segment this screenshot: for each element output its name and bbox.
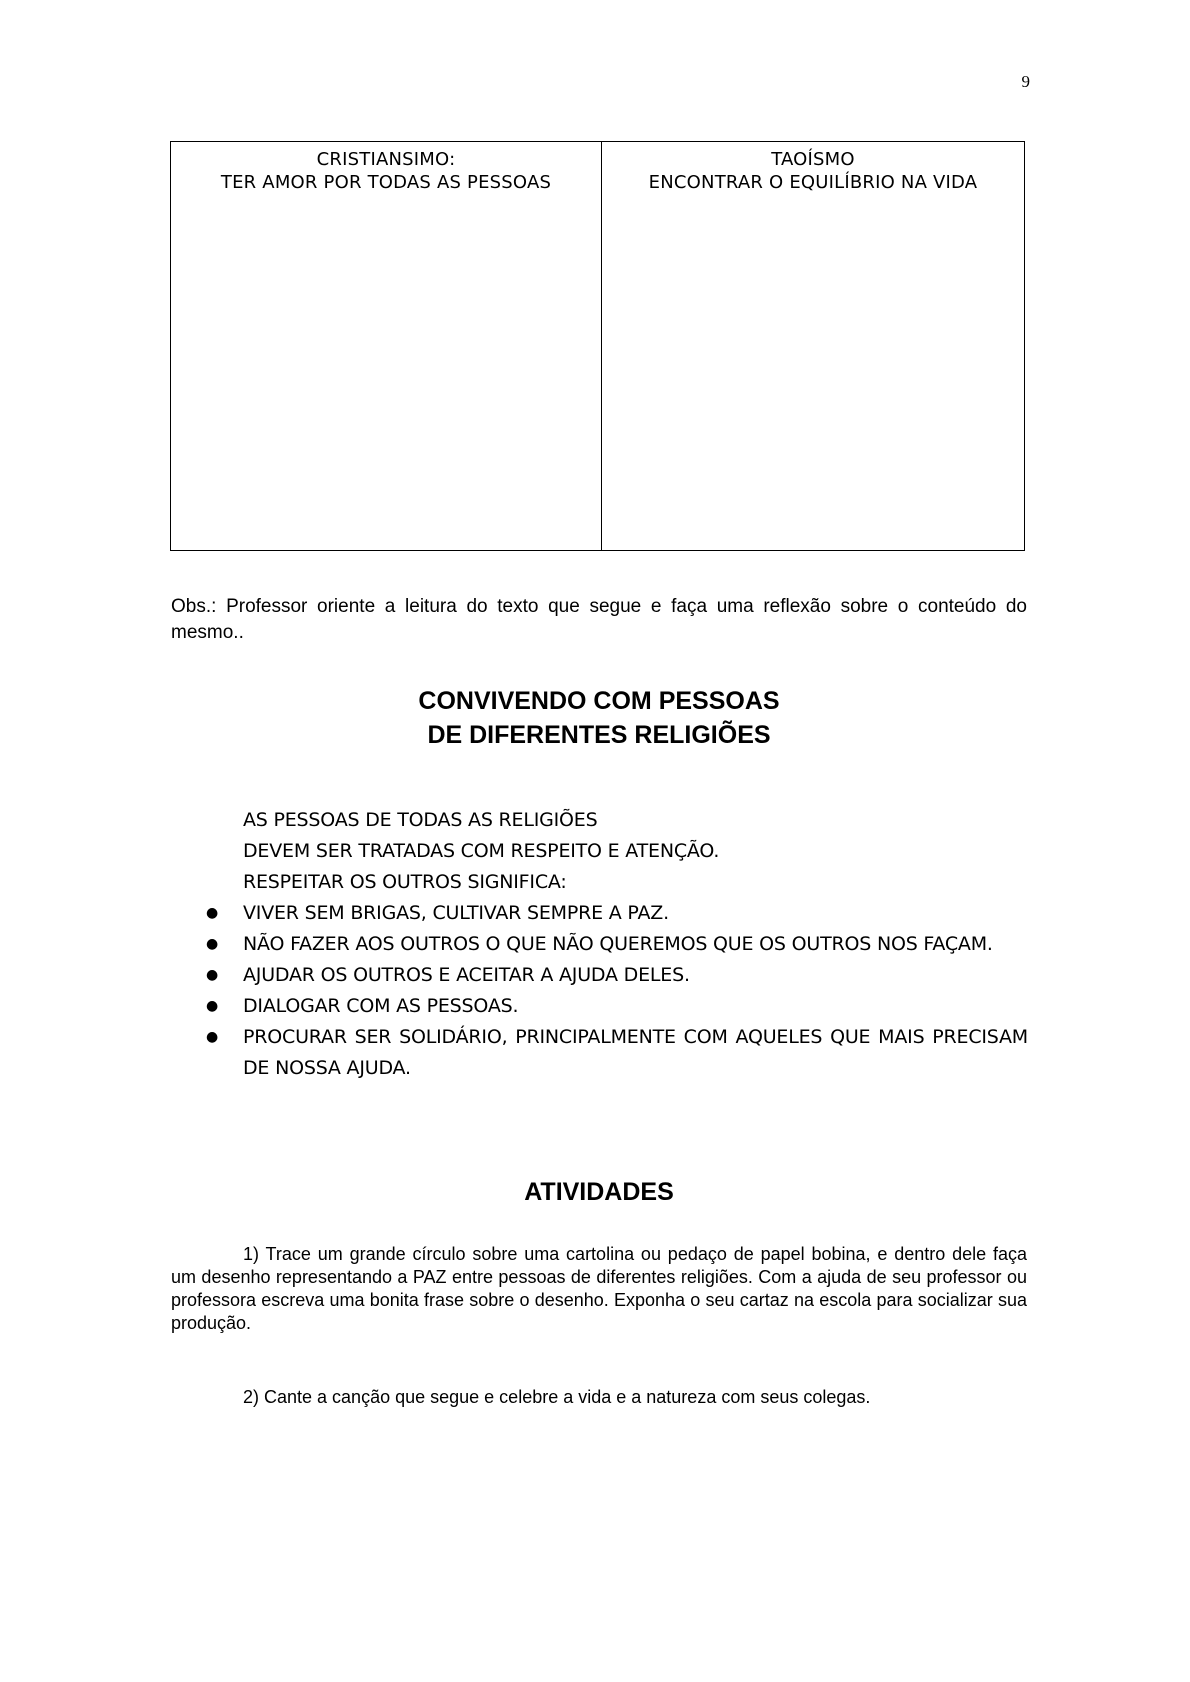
- list-item: ● AJUDAR OS OUTROS E ACEITAR A AJUDA DELES.: [243, 960, 1028, 991]
- list-item: ● VIVER SEM BRIGAS, CULTIVAR SEMPRE A PAZ.: [243, 898, 1028, 929]
- bullet-icon: ●: [206, 936, 219, 952]
- table-cell-christianity: [171, 142, 602, 550]
- cell-title: TAOÍSMO: [771, 149, 855, 170]
- main-title-line-1: CONVIVENDO COM PESSOAS: [418, 687, 780, 715]
- poem-line: DEVEM SER TRATADAS COM RESPEITO E ATENÇÃO.: [243, 840, 720, 862]
- poem-line: RESPEITAR OS OUTROS SIGNIFICA:: [243, 871, 567, 893]
- main-title: [170, 684, 1028, 752]
- list-item: ● NÃO FAZER AOS OUTROS O QUE NÃO QUEREMOS QUE OS OUTROS NOS FAÇAM.: [243, 929, 1028, 960]
- activities-title: ATIVIDADES: [524, 1178, 674, 1206]
- cell-subtitle: ENCONTRAR O EQUILÍBRIO NA VIDA: [648, 172, 978, 193]
- teacher-note: Obs.: Professor oriente a leitura do texto que segue e faça uma reflexão sobre o conteúdo do mesmo..: [171, 596, 1027, 643]
- activity-item-1: 1) Trace um grande círculo sobre uma cartolina ou pedaço de papel bobina, e dentro dele faça um desenho representando a PAZ entre pessoas de diferentes religiões. Com a ajuda de seu professor ou professora escreva uma bonita frase sobre o desenho. Exponha o seu cartaz na escola para socializar sua produção.: [171, 1244, 1027, 1333]
- religion-table: [170, 141, 1025, 551]
- bullet-icon: ●: [206, 967, 219, 983]
- activity-item-2: 2) Cante a canção que segue e celebre a vida e a natureza com seus colegas.: [243, 1387, 871, 1407]
- table-cell-taoism: [602, 142, 1024, 550]
- bullet-icon: ●: [206, 1029, 219, 1045]
- bullet-icon: ●: [206, 998, 219, 1014]
- page-number: 9: [1021, 72, 1030, 91]
- list-item: ● DIALOGAR COM AS PESSOAS.: [243, 991, 1028, 1022]
- list-item: ● PROCURAR SER SOLIDÁRIO, PRINCIPALMENTE COM AQUELES QUE MAIS PRECISAM DE NOSSA AJUDA.: [243, 1022, 1028, 1084]
- bullet-icon: ●: [206, 905, 219, 921]
- cell-title: CRISTIANSIMO:: [316, 149, 456, 170]
- poem-line: AS PESSOAS DE TODAS AS RELIGIÕES: [243, 809, 598, 831]
- respect-list: [206, 898, 1028, 1084]
- cell-subtitle: TER AMOR POR TODAS AS PESSOAS: [220, 172, 552, 193]
- main-title-line-2: DE DIFERENTES RELIGIÕES: [427, 721, 771, 749]
- respect-poem: [206, 805, 1028, 1084]
